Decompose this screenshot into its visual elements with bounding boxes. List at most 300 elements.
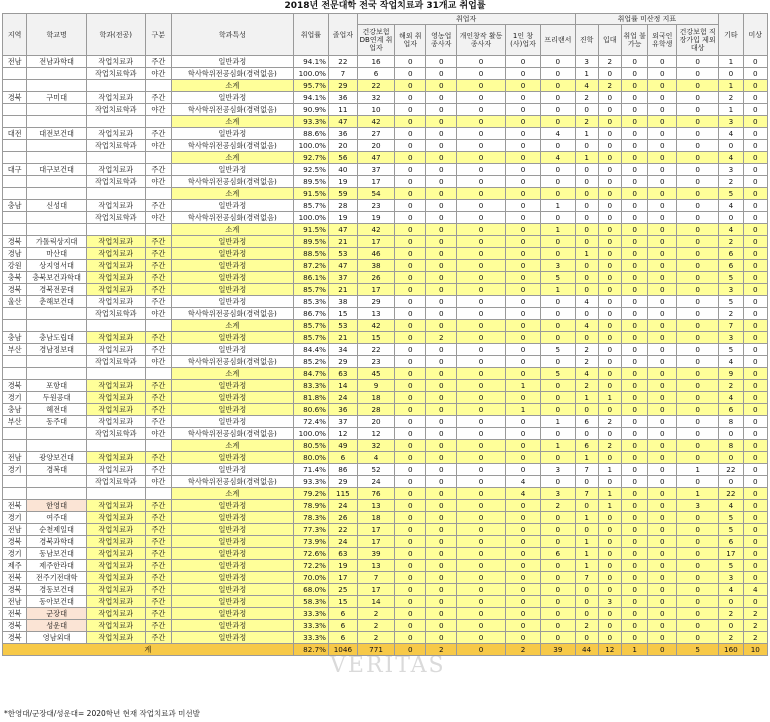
dept-cell	[86, 80, 145, 92]
value-cell: 0	[457, 548, 506, 560]
value-cell: 0	[677, 104, 719, 116]
value-cell: 0	[648, 476, 677, 488]
feature-cell: 일반과정	[172, 620, 294, 632]
type-cell: 야간	[145, 104, 172, 116]
total-value-cell: 44	[575, 644, 598, 656]
value-cell: 1	[541, 416, 575, 428]
school-cell: 경동보건대	[27, 584, 87, 596]
value-cell: 0	[677, 560, 719, 572]
value-cell: 0	[648, 152, 677, 164]
region-cell: 경북	[3, 380, 27, 392]
value-cell: 0	[395, 248, 426, 260]
school-cell: 전주기전대학	[27, 572, 87, 584]
value-cell: 0	[621, 176, 648, 188]
value-cell: 0	[743, 92, 767, 104]
value-cell: 0	[743, 272, 767, 284]
school-cell: 동주대	[27, 416, 87, 428]
value-cell: 85.2%	[293, 356, 328, 368]
value-cell: 0	[621, 152, 648, 164]
value-cell: 0	[648, 536, 677, 548]
value-cell: 0	[598, 308, 621, 320]
region-cell	[3, 488, 27, 500]
school-cell: 포항대	[27, 380, 87, 392]
total-label: 계	[3, 644, 294, 656]
region-cell	[3, 320, 27, 332]
value-cell: 5	[541, 368, 575, 380]
type-cell: 주간	[145, 344, 172, 356]
value-cell: 0	[743, 332, 767, 344]
dept-cell: 작업치료과	[86, 452, 145, 464]
value-cell: 0	[457, 572, 506, 584]
feature-cell: 일반과정	[172, 524, 294, 536]
school-cell	[27, 176, 87, 188]
type-cell: 주간	[145, 332, 172, 344]
value-cell: 0	[743, 476, 767, 488]
school-cell: 전남과학대	[27, 56, 87, 68]
value-cell: 0	[395, 68, 426, 80]
value-cell: 0	[743, 164, 767, 176]
subtotal-row	[3, 368, 768, 380]
value-cell: 0	[426, 416, 457, 428]
school-cell: 가톨릭상지대	[27, 236, 87, 248]
value-cell: 84.4%	[293, 344, 328, 356]
value-cell: 0	[426, 176, 457, 188]
type-cell: 주간	[145, 92, 172, 104]
value-cell: 0	[457, 140, 506, 152]
value-cell: 63	[329, 548, 358, 560]
value-cell: 0	[648, 320, 677, 332]
table-row	[3, 548, 768, 560]
value-cell: 17	[357, 236, 395, 248]
type-cell: 주간	[145, 452, 172, 464]
value-cell: 6	[329, 632, 358, 644]
value-cell: 0	[575, 140, 598, 152]
value-cell: 0	[426, 224, 457, 236]
school-cell	[27, 152, 87, 164]
value-cell: 85.7%	[293, 200, 328, 212]
value-cell: 0	[621, 116, 648, 128]
value-cell: 58.3%	[293, 596, 328, 608]
value-cell: 0	[598, 332, 621, 344]
value-cell: 40	[329, 164, 358, 176]
value-cell: 0	[426, 284, 457, 296]
value-cell: 2	[743, 620, 767, 632]
value-cell: 47	[329, 260, 358, 272]
value-cell: 0	[743, 380, 767, 392]
value-cell: 91.5%	[293, 188, 328, 200]
value-cell: 0	[677, 236, 719, 248]
value-cell: 0	[743, 236, 767, 248]
value-cell: 0	[621, 212, 648, 224]
value-cell: 0	[743, 464, 767, 476]
value-cell: 15	[329, 308, 358, 320]
value-cell: 93.3%	[293, 476, 328, 488]
value-cell: 0	[648, 500, 677, 512]
school-cell: 구미대	[27, 92, 87, 104]
value-cell: 0	[395, 200, 426, 212]
type-cell: 야간	[145, 356, 172, 368]
value-cell: 0	[426, 104, 457, 116]
type-cell: 주간	[145, 572, 172, 584]
value-cell: 1	[598, 392, 621, 404]
value-cell: 21	[329, 236, 358, 248]
school-cell: 경북과학대	[27, 536, 87, 548]
dept-cell: 작업치료과	[86, 296, 145, 308]
value-cell: 0	[648, 260, 677, 272]
value-cell: 0	[621, 332, 648, 344]
dept-cell: 작업치료과	[86, 584, 145, 596]
dept-cell	[86, 368, 145, 380]
value-cell: 0	[457, 620, 506, 632]
value-cell: 86.1%	[293, 272, 328, 284]
value-cell: 7	[575, 464, 598, 476]
value-cell: 0	[677, 632, 719, 644]
value-cell: 100.0%	[293, 428, 328, 440]
type-cell: 주간	[145, 632, 172, 644]
value-cell: 0	[395, 392, 426, 404]
header-not-counted-col: 진학	[575, 25, 598, 56]
value-cell: 1	[575, 128, 598, 140]
value-cell: 0	[505, 56, 540, 68]
value-cell: 0	[677, 152, 719, 164]
value-cell: 5	[719, 272, 743, 284]
value-cell: 0	[426, 308, 457, 320]
feature-cell: 일반과정	[172, 260, 294, 272]
value-cell: 3	[541, 488, 575, 500]
value-cell: 0	[575, 176, 598, 188]
value-cell: 3	[719, 572, 743, 584]
feature-cell: 일반과정	[172, 56, 294, 68]
value-cell: 0	[426, 404, 457, 416]
school-cell	[27, 212, 87, 224]
value-cell: 2	[719, 632, 743, 644]
type-cell: 주간	[145, 536, 172, 548]
value-cell: 29	[357, 296, 395, 308]
value-cell: 38	[329, 296, 358, 308]
type-cell: 야간	[145, 476, 172, 488]
value-cell: 0	[677, 56, 719, 68]
value-cell: 0	[648, 332, 677, 344]
value-cell: 0	[621, 560, 648, 572]
value-cell: 0	[598, 512, 621, 524]
header-unknown: 미상	[743, 14, 767, 56]
value-cell: 0	[598, 404, 621, 416]
school-cell: 한영대	[27, 500, 87, 512]
value-cell: 0	[598, 176, 621, 188]
value-cell: 0	[677, 596, 719, 608]
value-cell: 0	[541, 80, 575, 92]
value-cell: 7	[575, 488, 598, 500]
footnote: *한영대/군장대/성운대= 2020학년 현재 작업치료과 미선발	[4, 709, 200, 718]
value-cell: 0	[598, 524, 621, 536]
value-cell: 81.8%	[293, 392, 328, 404]
value-cell: 0	[395, 500, 426, 512]
value-cell: 0	[598, 296, 621, 308]
value-cell: 2	[426, 332, 457, 344]
type-cell: 야간	[145, 140, 172, 152]
value-cell: 0	[648, 560, 677, 572]
value-cell: 0	[648, 632, 677, 644]
value-cell: 1	[575, 560, 598, 572]
value-cell: 0	[598, 548, 621, 560]
value-cell: 0	[395, 152, 426, 164]
feature-cell: 일반과정	[172, 164, 294, 176]
school-cell	[27, 320, 87, 332]
value-cell: 6	[329, 608, 358, 620]
value-cell: 0	[541, 116, 575, 128]
value-cell: 0	[648, 524, 677, 536]
value-cell: 0	[505, 260, 540, 272]
value-cell: 29	[329, 80, 358, 92]
value-cell: 0	[426, 56, 457, 68]
value-cell: 100.0%	[293, 140, 328, 152]
type-cell: 주간	[145, 560, 172, 572]
dept-cell: 작업치료과	[86, 416, 145, 428]
type-cell: 주간	[145, 620, 172, 632]
value-cell: 0	[395, 92, 426, 104]
value-cell: 0	[648, 440, 677, 452]
type-cell: 주간	[145, 272, 172, 284]
value-cell: 0	[395, 524, 426, 536]
value-cell: 0	[457, 320, 506, 332]
value-cell: 4	[575, 320, 598, 332]
value-cell: 0	[575, 260, 598, 272]
value-cell: 0	[621, 380, 648, 392]
value-cell: 46	[357, 248, 395, 260]
value-cell: 0	[457, 188, 506, 200]
school-cell	[27, 476, 87, 488]
type-cell	[145, 440, 172, 452]
value-cell: 0	[505, 368, 540, 380]
value-cell: 0	[541, 92, 575, 104]
feature-cell: 소계	[172, 188, 294, 200]
value-cell: 28	[357, 404, 395, 416]
value-cell: 0	[677, 176, 719, 188]
value-cell: 0	[395, 212, 426, 224]
value-cell: 0	[743, 428, 767, 440]
value-cell: 0	[743, 536, 767, 548]
value-cell: 2	[743, 632, 767, 644]
value-cell: 0	[621, 224, 648, 236]
region-cell	[3, 212, 27, 224]
value-cell: 0	[621, 344, 648, 356]
value-cell: 0	[395, 284, 426, 296]
value-cell: 0	[541, 212, 575, 224]
type-cell: 주간	[145, 404, 172, 416]
feature-cell: 소계	[172, 80, 294, 92]
region-cell: 경기	[3, 548, 27, 560]
value-cell: 0	[426, 68, 457, 80]
table-row	[3, 620, 768, 632]
value-cell: 2	[575, 380, 598, 392]
value-cell: 0	[505, 92, 540, 104]
employment-table	[2, 13, 768, 656]
value-cell: 2	[598, 416, 621, 428]
value-cell: 0	[395, 572, 426, 584]
value-cell: 0	[621, 128, 648, 140]
value-cell: 0	[677, 392, 719, 404]
value-cell: 0	[541, 236, 575, 248]
value-cell: 5	[719, 188, 743, 200]
value-cell: 0	[457, 632, 506, 644]
value-cell: 0	[395, 308, 426, 320]
school-cell: 경복대	[27, 464, 87, 476]
value-cell: 2	[357, 620, 395, 632]
value-cell: 0	[743, 260, 767, 272]
value-cell: 0	[426, 368, 457, 380]
value-cell: 0	[677, 128, 719, 140]
value-cell: 0	[541, 512, 575, 524]
table-row	[3, 164, 768, 176]
value-cell: 0	[677, 224, 719, 236]
value-cell: 0	[743, 344, 767, 356]
value-cell: 54	[357, 188, 395, 200]
value-cell: 91.5%	[293, 224, 328, 236]
value-cell: 0	[575, 596, 598, 608]
value-cell: 0	[541, 104, 575, 116]
table-row	[3, 524, 768, 536]
value-cell: 0	[598, 212, 621, 224]
value-cell: 37	[329, 416, 358, 428]
dept-cell: 작업치료과	[86, 596, 145, 608]
region-cell: 경기	[3, 512, 27, 524]
value-cell: 5	[719, 560, 743, 572]
school-cell: 마산대	[27, 248, 87, 260]
value-cell: 0	[426, 572, 457, 584]
value-cell: 0	[426, 164, 457, 176]
dept-cell: 작업치료학과	[86, 356, 145, 368]
value-cell: 0	[621, 92, 648, 104]
value-cell: 0	[719, 620, 743, 632]
value-cell: 36	[329, 128, 358, 140]
table-row	[3, 236, 768, 248]
value-cell: 0	[598, 344, 621, 356]
value-cell: 0	[426, 488, 457, 500]
region-cell: 부산	[3, 416, 27, 428]
value-cell: 5	[541, 344, 575, 356]
school-cell	[27, 308, 87, 320]
value-cell: 2	[575, 344, 598, 356]
value-cell: 94.1%	[293, 56, 328, 68]
dept-cell: 작업치료학과	[86, 176, 145, 188]
table-row	[3, 404, 768, 416]
type-cell: 주간	[145, 236, 172, 248]
subtotal-row	[3, 224, 768, 236]
value-cell: 5	[719, 344, 743, 356]
value-cell: 0	[426, 548, 457, 560]
school-cell: 제주한라대	[27, 560, 87, 572]
value-cell: 0	[505, 608, 540, 620]
region-cell	[3, 68, 27, 80]
value-cell: 15	[329, 596, 358, 608]
dept-cell	[86, 440, 145, 452]
school-cell	[27, 488, 87, 500]
value-cell: 85.7%	[293, 320, 328, 332]
value-cell: 0	[426, 560, 457, 572]
value-cell: 0	[598, 248, 621, 260]
value-cell: 0	[457, 152, 506, 164]
header-employed-col: 개인창작 활동종사자	[457, 25, 506, 56]
value-cell: 0	[457, 92, 506, 104]
value-cell: 19	[357, 212, 395, 224]
value-cell: 0	[457, 428, 506, 440]
feature-cell: 일반과정	[172, 344, 294, 356]
value-cell: 0	[541, 356, 575, 368]
value-cell: 4	[719, 584, 743, 596]
value-cell: 0	[743, 560, 767, 572]
value-cell: 0	[541, 392, 575, 404]
value-cell: 0	[575, 272, 598, 284]
value-cell: 0	[621, 164, 648, 176]
header-not-counted-col: 외국인 유학생	[648, 25, 677, 56]
value-cell: 0	[575, 200, 598, 212]
value-cell: 24	[329, 500, 358, 512]
value-cell: 0	[426, 500, 457, 512]
value-cell: 0	[505, 68, 540, 80]
type-cell: 주간	[145, 260, 172, 272]
feature-cell: 일반과정	[172, 536, 294, 548]
school-cell: 혜전대	[27, 404, 87, 416]
value-cell: 0	[677, 428, 719, 440]
value-cell: 0	[677, 368, 719, 380]
school-cell: 영남외대	[27, 632, 87, 644]
value-cell: 0	[395, 452, 426, 464]
value-cell: 22	[357, 344, 395, 356]
value-cell: 0	[598, 632, 621, 644]
value-cell: 0	[457, 56, 506, 68]
value-cell: 24	[329, 536, 358, 548]
value-cell: 0	[648, 200, 677, 212]
value-cell: 0	[505, 560, 540, 572]
feature-cell: 학사학위전공심화(경력없음)	[172, 140, 294, 152]
value-cell: 0	[541, 164, 575, 176]
value-cell: 0	[457, 392, 506, 404]
value-cell: 39	[357, 548, 395, 560]
value-cell: 0	[575, 104, 598, 116]
value-cell: 0	[426, 320, 457, 332]
school-cell: 충북보건과학대	[27, 272, 87, 284]
value-cell: 94.1%	[293, 92, 328, 104]
value-cell: 0	[575, 284, 598, 296]
value-cell: 0	[457, 248, 506, 260]
value-cell: 0	[598, 476, 621, 488]
value-cell: 0	[575, 476, 598, 488]
value-cell: 0	[743, 284, 767, 296]
value-cell: 0	[505, 200, 540, 212]
value-cell: 85.3%	[293, 296, 328, 308]
value-cell: 1	[575, 548, 598, 560]
value-cell: 1	[598, 488, 621, 500]
value-cell: 0	[395, 596, 426, 608]
value-cell: 27	[357, 128, 395, 140]
header-school: 학교명	[27, 14, 87, 56]
value-cell: 77.3%	[293, 524, 328, 536]
dept-cell: 작업치료과	[86, 500, 145, 512]
dept-cell: 작업치료과	[86, 248, 145, 260]
value-cell: 0	[505, 344, 540, 356]
value-cell: 6	[719, 248, 743, 260]
value-cell: 0	[505, 140, 540, 152]
dept-cell	[86, 188, 145, 200]
region-cell: 부산	[3, 344, 27, 356]
value-cell: 8	[719, 440, 743, 452]
value-cell: 0	[677, 416, 719, 428]
table-row	[3, 344, 768, 356]
feature-cell: 일반과정	[172, 632, 294, 644]
value-cell: 0	[426, 116, 457, 128]
feature-cell: 소계	[172, 116, 294, 128]
value-cell: 7	[719, 320, 743, 332]
